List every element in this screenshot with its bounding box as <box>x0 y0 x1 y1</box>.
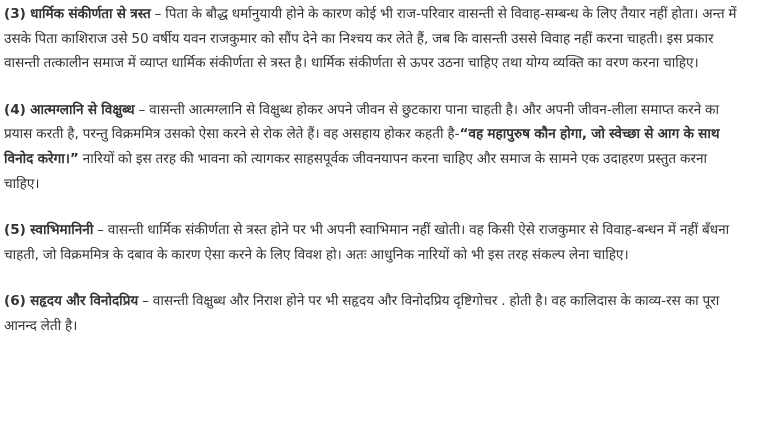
paragraph-self-reproach <box>4 98 746 196</box>
paragraph-text: – वासन्ती विक्षुब्ध और निराश होने पर भी सहृदय और विनोदप्रिय दृष्टिगोचर . होती है। वह कालिदास के काव्य-रस का पूरा आनन्द लेती है। <box>4 293 720 334</box>
paragraph-religious-narrowness <box>4 2 746 76</box>
paragraph-text-after: नारियों को इस तरह की भावना को त्यागकर साहसपूर्वक जीवनयापन करना चाहिए और समाज के सामने एक उदाहरण प्रस्तुत करना चाहिए। <box>4 150 708 192</box>
paragraph-text: – पिता के बौद्ध धर्मानुयायी होने के कारण कोई भी राज-परिवार वासन्ती से विवाह-सम्बन्ध के लिए तैयार नहीं होता। अन्त में उसके पिता काशिराज उसे 50 वर्षीय यवन राजकुमार को सौंप देने का निश्चय कर लेते हैं, जब कि वासन्ती उससे विवाह नहीं करना चाहती। इस प्रकार वासन्ती तत्कालीन समाज में व्याप्त धार्मिक संकीर्णता से त्रस्त है। धार्मिक संकीर्णता से ऊपर उठना चाहिए तथा योग्य व्यक्ति का वरण करना चाहिए। <box>4 6 737 72</box>
paragraph-quote: “वह महापुरुष कौन होगा, जो स्वेच्छा से आग के साथ विनोद करेगा।” <box>4 126 720 167</box>
paragraph-heading: (5) स्वाभिमानिनी <box>4 222 94 239</box>
paragraph-text: – वासन्ती धार्मिक संकीर्णता से त्रस्त होने पर भी अपनी स्वाभिमान नहीं खोती। वह किसी ऐसे राजकुमार से विवाह-बन्धन में नहीं बँधना चाहती, जो विक्रममित्र के दबाव के कारण ऐसा करने के लिए विवश हो। अतः आधुनिक नारियों को भी इस तरह संकल्प लेना चाहिए। <box>4 222 730 263</box>
paragraph-self-respecting <box>4 218 746 267</box>
paragraph-heading: (6) सहृदय और विनोदप्रिय <box>4 293 139 310</box>
paragraph-heading: (3) धार्मिक संकीर्णता से त्रस्त <box>4 6 151 22</box>
paragraph-heading: (4) आत्मग्लानि से विक्षुब्ध <box>4 101 135 118</box>
paragraph-kind-hearted <box>4 289 746 338</box>
paragraph-text: – वासन्ती आत्मग्लानि से विक्षुब्ध होकर अपने जीवन से छुटकारा पाना चाहती है। और अपनी जीवन-लीला समाप्त करने का प्रयास करती है, परन्तु विक्रममित्र उसको ऐसा करने से रोक लेते हैं। वह असहाय होकर कहती है- <box>4 101 719 143</box>
